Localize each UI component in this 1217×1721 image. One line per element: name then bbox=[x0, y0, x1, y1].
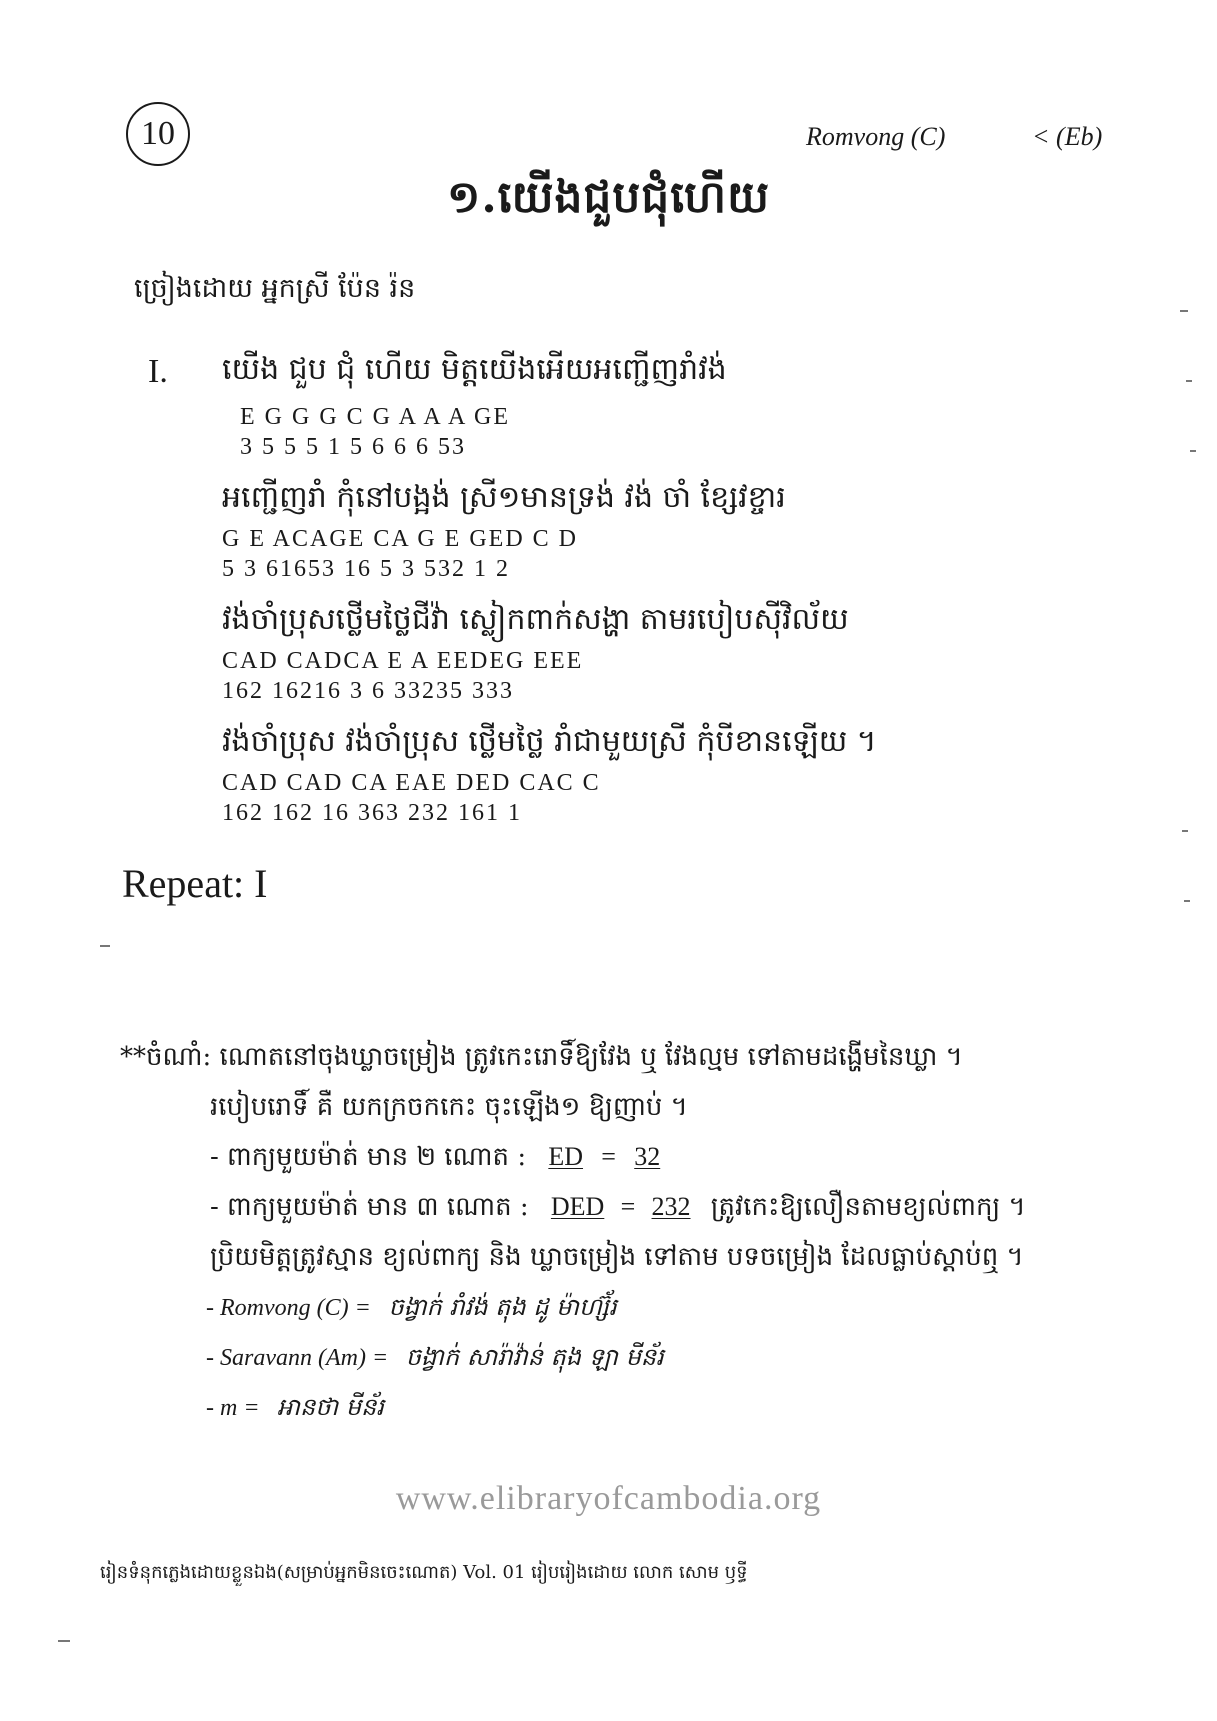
song-title: ១.យើងជួបជុំហើយ bbox=[447, 172, 770, 223]
lyric-line-1: យើង ជួប ជុំ ហើយ មិត្តយើងអើយអញ្ជើញរាំវង់ bbox=[222, 352, 727, 387]
note-letters-line-4: CAD CAD CA EAE DED CAC C bbox=[222, 770, 601, 796]
mapping-minor bbox=[206, 1392, 384, 1427]
lyric-line-2: អញ្ជើញរាំ កុំនៅបង្អង់ ស្រី១មានទ្រង់ វង់ ចាំ ខ្សែវខ្ចារ bbox=[222, 480, 786, 515]
note-line-5: ប្រិយមិត្តត្រូវស្មាន ខ្យល់ពាក្យ និង ឃ្លាចម្រៀង ទៅតាម បទចម្រៀង ដែលធ្លាប់ស្តាប់ឮ ។ bbox=[210, 1242, 1024, 1272]
note-line-4-equals: = bbox=[620, 1192, 636, 1221]
mapping-saravann bbox=[206, 1342, 664, 1377]
repeat-instruction: Repeat: I bbox=[122, 861, 268, 906]
note-line-3-numbers: 32 bbox=[634, 1142, 661, 1171]
mapping-romvong-key: - Romvong (C) = bbox=[206, 1295, 371, 1321]
scan-speck bbox=[1180, 310, 1188, 312]
lyric-line-3: វង់ចាំប្រុសថ្លើមថ្លៃជីវ៉ា ស្លៀកពាក់សង្ហា តាមរបៀបស៊ីវិល័យ bbox=[222, 602, 849, 637]
note-numbers-line-4: 162 162 16 363 232 161 1 bbox=[222, 800, 522, 826]
note-line-4-text: - ពាក្យមួយម៉ាត់ មាន ៣ ណោត : bbox=[210, 1192, 529, 1222]
page-number-badge: 10 bbox=[126, 102, 190, 166]
note-line-3-equals: = bbox=[601, 1142, 616, 1171]
scan-speck bbox=[1184, 900, 1190, 902]
note-numbers-line-3: 162 16216 3 6 33235 333 bbox=[222, 678, 514, 704]
lyric-line-4: វង់ចាំប្រុស វង់ចាំប្រុស ថ្លើមថ្លៃ រាំជាមួយស្រី កុំបីខានឡើយ ។ bbox=[222, 724, 877, 759]
key-label: < (Eb) bbox=[1032, 122, 1103, 151]
scan-speck bbox=[1186, 380, 1192, 382]
mapping-romvong bbox=[206, 1292, 617, 1327]
scan-speck bbox=[58, 1640, 70, 1642]
section-label: I. bbox=[148, 353, 168, 390]
mapping-romvong-value: ចង្វាក់ រាំវង់ តុង ដូ ម៉ាហ្ស៊័រ bbox=[388, 1293, 617, 1321]
website-watermark: www.elibraryofcambodia.org bbox=[395, 1480, 822, 1517]
note-line-4-suffix: ត្រូវកេះឱ្យលឿនតាមខ្យល់ពាក្យ ។ bbox=[710, 1192, 1026, 1222]
note-numbers-line-1: 3 5 5 5 1 5 6 6 6 53 bbox=[240, 434, 466, 460]
scan-speck bbox=[1182, 830, 1188, 832]
mapping-minor-value: អានថា មីន័រ bbox=[277, 1393, 384, 1421]
note-line-4-numbers: 232 bbox=[651, 1192, 691, 1221]
note-letters-line-3: CAD CADCA E A EEDEG EEE bbox=[222, 648, 584, 674]
scan-speck bbox=[1190, 450, 1196, 452]
rhythm-style-label: Romvong (C) bbox=[806, 122, 946, 151]
note-line-3-text: - ពាក្យមួយម៉ាត់ មាន ២ ណោត : bbox=[210, 1142, 527, 1172]
note-line-3 bbox=[210, 1140, 660, 1178]
note-numbers-line-2: 5 3 61653 16 5 3 532 1 2 bbox=[222, 556, 510, 582]
note-letters-line-2: G E ACAGE CA G E GED C D bbox=[222, 526, 579, 552]
note-line-1: **ចំណាំ: ណោតនៅចុងឃ្លាចម្រៀង ត្រូវកេះរោទិ៍ឱ្យវែង ឬ វែងល្មម ទៅតាមដង្ហើមនៃឃ្លា ។ bbox=[120, 1042, 963, 1072]
note-line-4 bbox=[210, 1190, 1026, 1228]
note-line-4-letters: DED bbox=[550, 1192, 605, 1221]
mapping-minor-key: - m = bbox=[206, 1395, 260, 1421]
note-line-2: របៀបរោទិ៍ គឺ យកក្រចកកេះ ចុះឡើង១ ឱ្យញាប់ ។ bbox=[210, 1092, 688, 1122]
note-line-3-letters: ED bbox=[548, 1142, 584, 1171]
mapping-saravann-key: - Saravann (Am) = bbox=[206, 1345, 389, 1371]
singer-line: ច្រៀងដោយ អ្នកស្រី ប៉ែន រ៉ន bbox=[134, 273, 416, 304]
note-letters-line-1: E G G G C G A A A GE bbox=[240, 404, 511, 430]
book-footer: រៀនទំនុកភ្លេងដោយខ្លួនឯង(សម្រាប់អ្នកមិនចេះណោត) Vol. 01 រៀបរៀងដោយ លោក សោម ឫទ្ធី bbox=[100, 1562, 748, 1583]
scan-speck bbox=[100, 945, 110, 947]
mapping-saravann-value: ចង្វាក់ សារ៉ាវ៉ាន់ តុង ឡា មីន័រ bbox=[405, 1343, 664, 1371]
